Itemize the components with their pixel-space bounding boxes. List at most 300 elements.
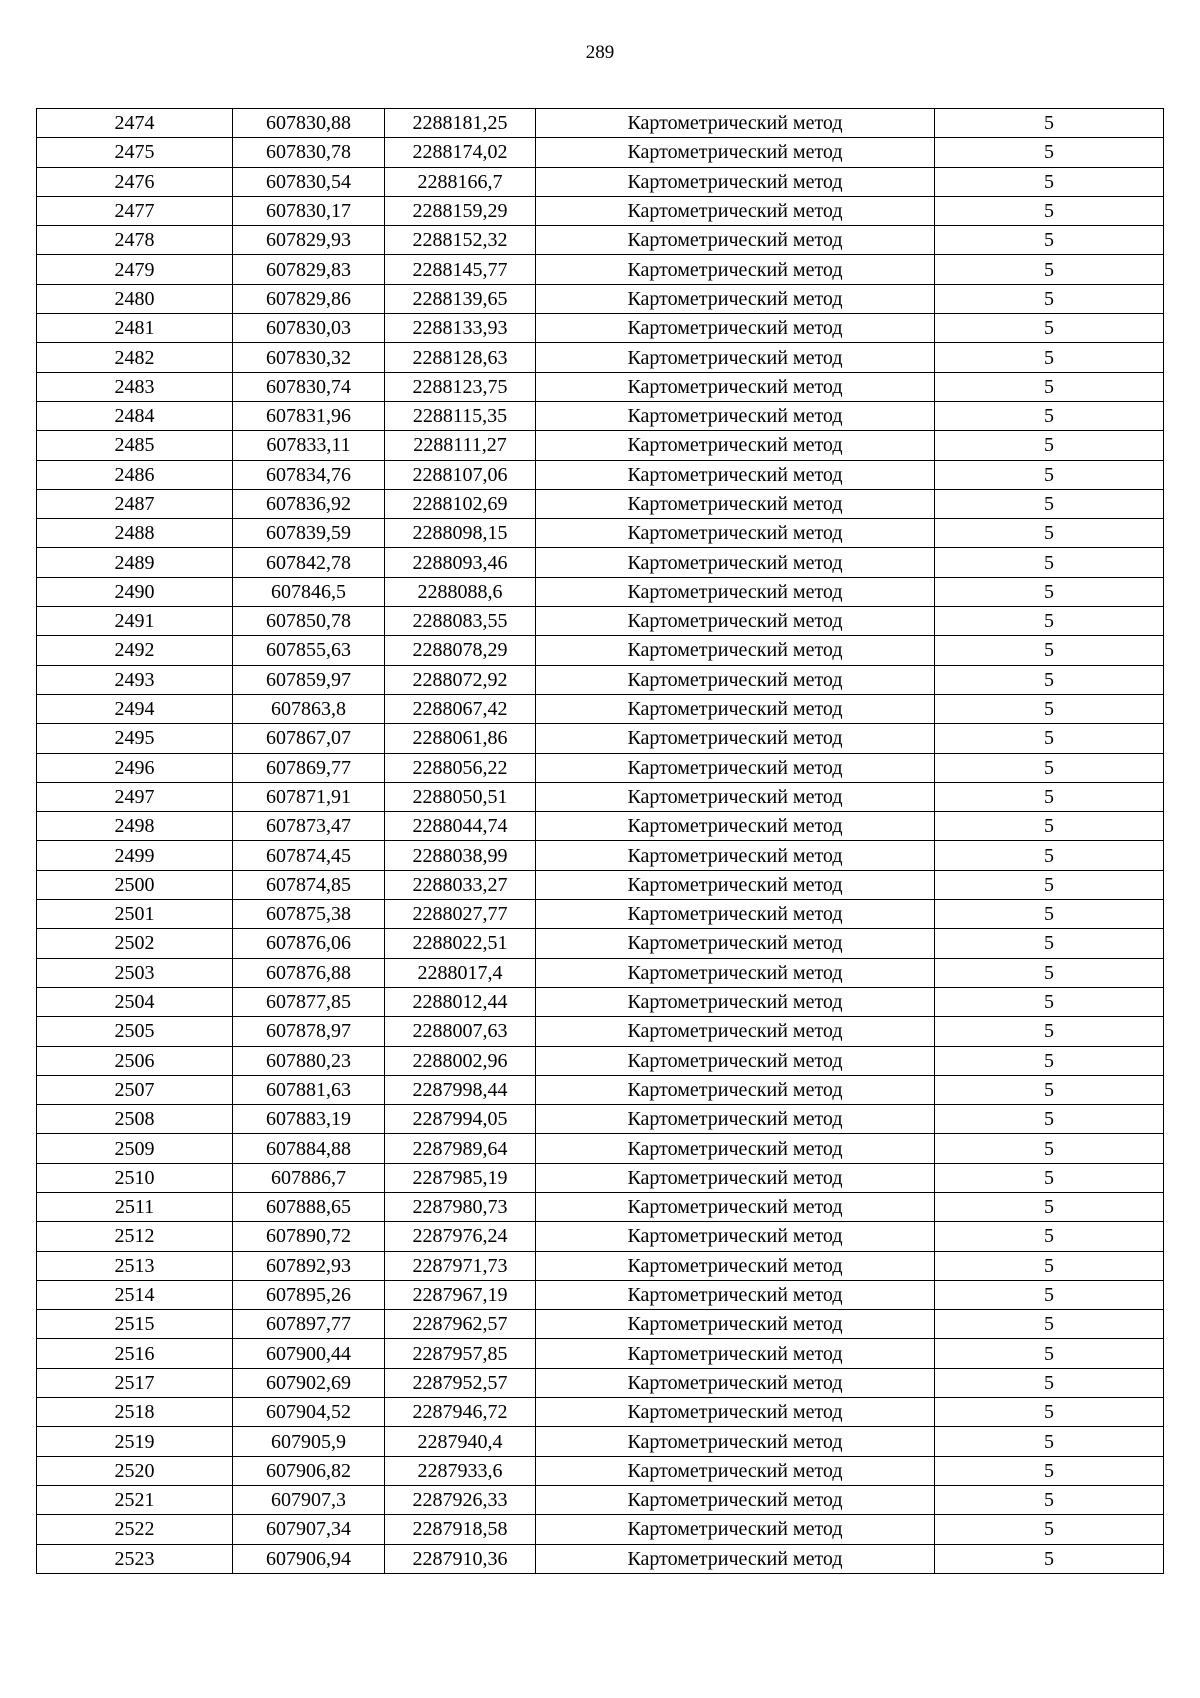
x-coordinate-cell: 607839,59 [233,519,385,548]
method-cell: Картометрический метод [536,548,935,577]
point-number-cell: 2476 [37,167,233,196]
x-coordinate-cell: 607884,88 [233,1134,385,1163]
y-coordinate-cell: 2288044,74 [385,812,536,841]
accuracy-cell: 5 [935,636,1164,665]
x-coordinate-cell: 607830,03 [233,314,385,343]
point-number-cell: 2494 [37,694,233,723]
table-row [37,343,1164,372]
method-cell: Картометрический метод [536,519,935,548]
point-number-cell: 2474 [37,109,233,138]
table-row [37,519,1164,548]
x-coordinate-cell: 607905,9 [233,1427,385,1456]
point-number-cell: 2495 [37,724,233,753]
table-row [37,1192,1164,1221]
method-cell: Картометрический метод [536,958,935,987]
x-coordinate-cell: 607830,54 [233,167,385,196]
y-coordinate-cell: 2288102,69 [385,489,536,518]
table-row [37,782,1164,811]
y-coordinate-cell: 2288050,51 [385,782,536,811]
x-coordinate-cell: 607829,83 [233,255,385,284]
method-cell: Картометрический метод [536,1544,935,1573]
table-row [37,1105,1164,1134]
accuracy-cell: 5 [935,372,1164,401]
method-cell: Картометрический метод [536,694,935,723]
method-cell: Картометрический метод [536,1456,935,1485]
y-coordinate-cell: 2288017,4 [385,958,536,987]
method-cell: Картометрический метод [536,841,935,870]
x-coordinate-cell: 607873,47 [233,812,385,841]
y-coordinate-cell: 2288152,32 [385,226,536,255]
accuracy-cell: 5 [935,1398,1164,1427]
method-cell: Картометрический метод [536,1192,935,1221]
table-row [37,900,1164,929]
point-number-cell: 2509 [37,1134,233,1163]
method-cell: Картометрический метод [536,489,935,518]
method-cell: Картометрический метод [536,109,935,138]
accuracy-cell: 5 [935,1105,1164,1134]
table-row [37,665,1164,694]
accuracy-cell: 5 [935,1427,1164,1456]
table-row [37,1251,1164,1280]
x-coordinate-cell: 607846,5 [233,577,385,606]
x-coordinate-cell: 607830,17 [233,196,385,225]
accuracy-cell: 5 [935,196,1164,225]
point-number-cell: 2496 [37,753,233,782]
table-row [37,226,1164,255]
x-coordinate-cell: 607871,91 [233,782,385,811]
y-coordinate-cell: 2288088,6 [385,577,536,606]
table-row [37,1398,1164,1427]
y-coordinate-cell: 2288027,77 [385,900,536,929]
table-row [37,753,1164,782]
accuracy-cell: 5 [935,401,1164,430]
table-row [37,431,1164,460]
x-coordinate-cell: 607830,88 [233,109,385,138]
x-coordinate-cell: 607831,96 [233,401,385,430]
y-coordinate-cell: 2287957,85 [385,1339,536,1368]
table-row [37,460,1164,489]
point-number-cell: 2480 [37,284,233,313]
y-coordinate-cell: 2288033,27 [385,870,536,899]
x-coordinate-cell: 607883,19 [233,1105,385,1134]
method-cell: Картометрический метод [536,284,935,313]
method-cell: Картометрический метод [536,1339,935,1368]
x-coordinate-cell: 607895,26 [233,1280,385,1309]
accuracy-cell: 5 [935,665,1164,694]
y-coordinate-cell: 2288098,15 [385,519,536,548]
point-number-cell: 2499 [37,841,233,870]
point-number-cell: 2489 [37,548,233,577]
table-row [37,1310,1164,1339]
method-cell: Картометрический метод [536,226,935,255]
y-coordinate-cell: 2288061,86 [385,724,536,753]
accuracy-cell: 5 [935,900,1164,929]
y-coordinate-cell: 2287918,58 [385,1515,536,1544]
x-coordinate-cell: 607875,38 [233,900,385,929]
point-number-cell: 2508 [37,1105,233,1134]
point-number-cell: 2518 [37,1398,233,1427]
accuracy-cell: 5 [935,1075,1164,1104]
table-row [37,841,1164,870]
accuracy-cell: 5 [935,1280,1164,1309]
method-cell: Картометрический метод [536,1515,935,1544]
accuracy-cell: 5 [935,607,1164,636]
accuracy-cell: 5 [935,1515,1164,1544]
y-coordinate-cell: 2287967,19 [385,1280,536,1309]
x-coordinate-cell: 607859,97 [233,665,385,694]
table-row [37,577,1164,606]
method-cell: Картометрический метод [536,314,935,343]
method-cell: Картометрический метод [536,372,935,401]
x-coordinate-cell: 607886,7 [233,1163,385,1192]
y-coordinate-cell: 2287940,4 [385,1427,536,1456]
x-coordinate-cell: 607829,86 [233,284,385,313]
accuracy-cell: 5 [935,958,1164,987]
table-row [37,548,1164,577]
y-coordinate-cell: 2287962,57 [385,1310,536,1339]
x-coordinate-cell: 607906,82 [233,1456,385,1485]
accuracy-cell: 5 [935,812,1164,841]
point-number-cell: 2522 [37,1515,233,1544]
accuracy-cell: 5 [935,1485,1164,1514]
point-number-cell: 2477 [37,196,233,225]
y-coordinate-cell: 2288174,02 [385,138,536,167]
x-coordinate-cell: 607902,69 [233,1368,385,1397]
table-row [37,1427,1164,1456]
point-number-cell: 2497 [37,782,233,811]
accuracy-cell: 5 [935,167,1164,196]
accuracy-cell: 5 [935,870,1164,899]
method-cell: Картометрический метод [536,196,935,225]
point-number-cell: 2493 [37,665,233,694]
accuracy-cell: 5 [935,1222,1164,1251]
accuracy-cell: 5 [935,1192,1164,1221]
table-row [37,489,1164,518]
x-coordinate-cell: 607907,3 [233,1485,385,1514]
coordinates-table [36,108,1164,1574]
table-row [37,1280,1164,1309]
y-coordinate-cell: 2287952,57 [385,1368,536,1397]
method-cell: Картометрический метод [536,1017,935,1046]
method-cell: Картометрический метод [536,1222,935,1251]
method-cell: Картометрический метод [536,1368,935,1397]
table-row [37,314,1164,343]
table-row [37,1017,1164,1046]
table-row [37,284,1164,313]
accuracy-cell: 5 [935,1163,1164,1192]
y-coordinate-cell: 2287933,6 [385,1456,536,1485]
method-cell: Картометрический метод [536,1046,935,1075]
x-coordinate-cell: 607836,92 [233,489,385,518]
x-coordinate-cell: 607833,11 [233,431,385,460]
x-coordinate-cell: 607876,06 [233,929,385,958]
x-coordinate-cell: 607863,8 [233,694,385,723]
point-number-cell: 2506 [37,1046,233,1075]
point-number-cell: 2520 [37,1456,233,1485]
table-row [37,1222,1164,1251]
method-cell: Картометрический метод [536,167,935,196]
point-number-cell: 2475 [37,138,233,167]
x-coordinate-cell: 607878,97 [233,1017,385,1046]
point-number-cell: 2501 [37,900,233,929]
x-coordinate-cell: 607830,74 [233,372,385,401]
method-cell: Картометрический метод [536,782,935,811]
method-cell: Картометрический метод [536,1485,935,1514]
point-number-cell: 2521 [37,1485,233,1514]
accuracy-cell: 5 [935,841,1164,870]
accuracy-cell: 5 [935,548,1164,577]
table-row [37,958,1164,987]
x-coordinate-cell: 607904,52 [233,1398,385,1427]
point-number-cell: 2487 [37,489,233,518]
method-cell: Картометрический метод [536,1251,935,1280]
x-coordinate-cell: 607869,77 [233,753,385,782]
y-coordinate-cell: 2288093,46 [385,548,536,577]
table-row [37,724,1164,753]
point-number-cell: 2488 [37,519,233,548]
table-row [37,870,1164,899]
accuracy-cell: 5 [935,1046,1164,1075]
x-coordinate-cell: 607850,78 [233,607,385,636]
x-coordinate-cell: 607830,78 [233,138,385,167]
accuracy-cell: 5 [935,782,1164,811]
accuracy-cell: 5 [935,753,1164,782]
method-cell: Картометрический метод [536,577,935,606]
table-row [37,1339,1164,1368]
point-number-cell: 2498 [37,812,233,841]
accuracy-cell: 5 [935,987,1164,1016]
y-coordinate-cell: 2287989,64 [385,1134,536,1163]
method-cell: Картометрический метод [536,665,935,694]
y-coordinate-cell: 2288072,92 [385,665,536,694]
method-cell: Картометрический метод [536,987,935,1016]
method-cell: Картометрический метод [536,1075,935,1104]
point-number-cell: 2486 [37,460,233,489]
table-row [37,1163,1164,1192]
accuracy-cell: 5 [935,577,1164,606]
method-cell: Картометрический метод [536,138,935,167]
y-coordinate-cell: 2287994,05 [385,1105,536,1134]
y-coordinate-cell: 2287946,72 [385,1398,536,1427]
method-cell: Картометрический метод [536,900,935,929]
point-number-cell: 2514 [37,1280,233,1309]
accuracy-cell: 5 [935,1017,1164,1046]
x-coordinate-cell: 607880,23 [233,1046,385,1075]
table-row [37,138,1164,167]
point-number-cell: 2491 [37,607,233,636]
x-coordinate-cell: 607867,07 [233,724,385,753]
method-cell: Картометрический метод [536,870,935,899]
y-coordinate-cell: 2288133,93 [385,314,536,343]
accuracy-cell: 5 [935,314,1164,343]
point-number-cell: 2484 [37,401,233,430]
x-coordinate-cell: 607876,88 [233,958,385,987]
table-row [37,1368,1164,1397]
x-coordinate-cell: 607881,63 [233,1075,385,1104]
y-coordinate-cell: 2288181,25 [385,109,536,138]
y-coordinate-cell: 2288056,22 [385,753,536,782]
point-number-cell: 2490 [37,577,233,606]
accuracy-cell: 5 [935,109,1164,138]
method-cell: Картометрический метод [536,1163,935,1192]
point-number-cell: 2507 [37,1075,233,1104]
x-coordinate-cell: 607842,78 [233,548,385,577]
accuracy-cell: 5 [935,724,1164,753]
x-coordinate-cell: 607897,77 [233,1310,385,1339]
point-number-cell: 2492 [37,636,233,665]
y-coordinate-cell: 2288007,63 [385,1017,536,1046]
table-row [37,196,1164,225]
table-row [37,636,1164,665]
table-row [37,929,1164,958]
method-cell: Картометрический метод [536,1280,935,1309]
accuracy-cell: 5 [935,1251,1164,1280]
method-cell: Картометрический метод [536,1134,935,1163]
method-cell: Картометрический метод [536,460,935,489]
table-row [37,1544,1164,1573]
y-coordinate-cell: 2287971,73 [385,1251,536,1280]
accuracy-cell: 5 [935,431,1164,460]
y-coordinate-cell: 2288038,99 [385,841,536,870]
point-number-cell: 2502 [37,929,233,958]
y-coordinate-cell: 2288128,63 [385,343,536,372]
x-coordinate-cell: 607830,32 [233,343,385,372]
y-coordinate-cell: 2288145,77 [385,255,536,284]
point-number-cell: 2479 [37,255,233,284]
x-coordinate-cell: 607906,94 [233,1544,385,1573]
method-cell: Картометрический метод [536,255,935,284]
accuracy-cell: 5 [935,1456,1164,1485]
point-number-cell: 2513 [37,1251,233,1280]
table-row [37,401,1164,430]
point-number-cell: 2482 [37,343,233,372]
table-row [37,1075,1164,1104]
point-number-cell: 2478 [37,226,233,255]
method-cell: Картометрический метод [536,929,935,958]
y-coordinate-cell: 2287985,19 [385,1163,536,1192]
table-row [37,694,1164,723]
point-number-cell: 2517 [37,1368,233,1397]
method-cell: Картометрический метод [536,636,935,665]
accuracy-cell: 5 [935,255,1164,284]
point-number-cell: 2500 [37,870,233,899]
accuracy-cell: 5 [935,1544,1164,1573]
table-row [37,812,1164,841]
table-row [37,167,1164,196]
method-cell: Картометрический метод [536,431,935,460]
x-coordinate-cell: 607834,76 [233,460,385,489]
y-coordinate-cell: 2287910,36 [385,1544,536,1573]
x-coordinate-cell: 607892,93 [233,1251,385,1280]
y-coordinate-cell: 2288111,27 [385,431,536,460]
y-coordinate-cell: 2287926,33 [385,1485,536,1514]
y-coordinate-cell: 2288123,75 [385,372,536,401]
y-coordinate-cell: 2287998,44 [385,1075,536,1104]
point-number-cell: 2481 [37,314,233,343]
x-coordinate-cell: 607874,85 [233,870,385,899]
table-row [37,372,1164,401]
x-coordinate-cell: 607907,34 [233,1515,385,1544]
table-row [37,1515,1164,1544]
y-coordinate-cell: 2288107,06 [385,460,536,489]
y-coordinate-cell: 2288139,65 [385,284,536,313]
point-number-cell: 2512 [37,1222,233,1251]
coordinates-table-body [37,109,1164,1574]
table-row [37,1134,1164,1163]
point-number-cell: 2519 [37,1427,233,1456]
table-row [37,255,1164,284]
accuracy-cell: 5 [935,694,1164,723]
point-number-cell: 2511 [37,1192,233,1221]
y-coordinate-cell: 2288115,35 [385,401,536,430]
method-cell: Картометрический метод [536,401,935,430]
point-number-cell: 2483 [37,372,233,401]
method-cell: Картометрический метод [536,343,935,372]
method-cell: Картометрический метод [536,1427,935,1456]
method-cell: Картометрический метод [536,1398,935,1427]
x-coordinate-cell: 607829,93 [233,226,385,255]
x-coordinate-cell: 607900,44 [233,1339,385,1368]
accuracy-cell: 5 [935,343,1164,372]
y-coordinate-cell: 2287976,24 [385,1222,536,1251]
point-number-cell: 2515 [37,1310,233,1339]
point-number-cell: 2510 [37,1163,233,1192]
x-coordinate-cell: 607888,65 [233,1192,385,1221]
accuracy-cell: 5 [935,489,1164,518]
point-number-cell: 2485 [37,431,233,460]
accuracy-cell: 5 [935,1134,1164,1163]
accuracy-cell: 5 [935,284,1164,313]
y-coordinate-cell: 2288002,96 [385,1046,536,1075]
point-number-cell: 2516 [37,1339,233,1368]
y-coordinate-cell: 2288159,29 [385,196,536,225]
method-cell: Картометрический метод [536,724,935,753]
method-cell: Картометрический метод [536,1105,935,1134]
table-row [37,109,1164,138]
y-coordinate-cell: 2288166,7 [385,167,536,196]
method-cell: Картометрический метод [536,753,935,782]
table-row [37,607,1164,636]
table-row [37,987,1164,1016]
x-coordinate-cell: 607890,72 [233,1222,385,1251]
y-coordinate-cell: 2288022,51 [385,929,536,958]
page-number: 289 [585,42,615,63]
x-coordinate-cell: 607877,85 [233,987,385,1016]
accuracy-cell: 5 [935,519,1164,548]
method-cell: Картометрический метод [536,607,935,636]
accuracy-cell: 5 [935,460,1164,489]
y-coordinate-cell: 2287980,73 [385,1192,536,1221]
accuracy-cell: 5 [935,226,1164,255]
x-coordinate-cell: 607874,45 [233,841,385,870]
table-row [37,1046,1164,1075]
x-coordinate-cell: 607855,63 [233,636,385,665]
accuracy-cell: 5 [935,929,1164,958]
point-number-cell: 2504 [37,987,233,1016]
accuracy-cell: 5 [935,1310,1164,1339]
point-number-cell: 2523 [37,1544,233,1573]
table-row [37,1456,1164,1485]
y-coordinate-cell: 2288078,29 [385,636,536,665]
y-coordinate-cell: 2288067,42 [385,694,536,723]
accuracy-cell: 5 [935,138,1164,167]
table-row [37,1485,1164,1514]
point-number-cell: 2505 [37,1017,233,1046]
point-number-cell: 2503 [37,958,233,987]
accuracy-cell: 5 [935,1368,1164,1397]
method-cell: Картометрический метод [536,1310,935,1339]
y-coordinate-cell: 2288083,55 [385,607,536,636]
